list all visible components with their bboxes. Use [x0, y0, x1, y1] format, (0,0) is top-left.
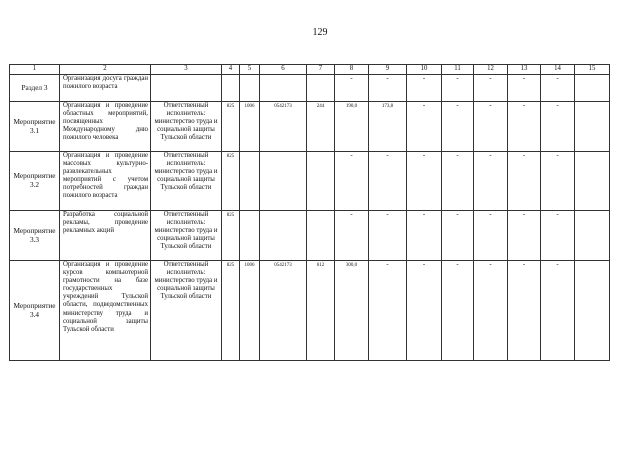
header-cell: 3 — [151, 65, 222, 75]
header-cell: 10 — [407, 65, 442, 75]
page-number: 129 — [312, 27, 328, 38]
code-csr: 0542173 — [260, 102, 307, 152]
code-vr — [307, 211, 335, 261]
value-col-8: 190,0 — [335, 102, 369, 152]
header-cell: 5 — [240, 65, 260, 75]
activity-name: Разработка социальной рекламы, проведение рекламных акций — [60, 211, 151, 261]
code-csr: 0542173 — [260, 261, 307, 361]
header-cell: 13 — [508, 65, 541, 75]
value-col-10: - — [407, 75, 442, 102]
header-cell: 9 — [369, 65, 407, 75]
code-rzpr — [240, 152, 260, 211]
activity-name: Организация досуга граждан пожилого возраста — [60, 75, 151, 102]
value-col-9: - — [369, 261, 407, 361]
header-cell: 14 — [541, 65, 575, 75]
header-row — [10, 65, 610, 75]
section-label: Раздел 3 — [10, 75, 60, 102]
value-col-10: - — [407, 152, 442, 211]
activity-name: Организация и проведение областных мероприятий, посвященных Международному дню пожилого человека — [60, 102, 151, 152]
value-col-15 — [575, 102, 610, 152]
value-col-11: - — [442, 102, 474, 152]
code-grbs: 825 — [222, 102, 240, 152]
header-cell: 7 — [307, 65, 335, 75]
value-col-12: - — [474, 152, 508, 211]
header-cell: 2 — [60, 65, 151, 75]
value-col-13: - — [508, 102, 541, 152]
value-col-13: - — [508, 211, 541, 261]
value-col-11: - — [442, 75, 474, 102]
program-table — [9, 64, 610, 361]
value-col-11: - — [442, 152, 474, 211]
value-col-13: - — [508, 75, 541, 102]
table-row-activity-3-3 — [10, 211, 610, 261]
code-grbs: 825 — [222, 211, 240, 261]
value-col-10: - — [407, 211, 442, 261]
code-csr — [260, 211, 307, 261]
value-col-13: - — [508, 152, 541, 211]
code-grbs: 825 — [222, 152, 240, 211]
table-row-activity-3-4 — [10, 261, 610, 361]
header-cell: 12 — [474, 65, 508, 75]
value-col-11: - — [442, 211, 474, 261]
section-label: Мероприятие 3.3 — [10, 211, 60, 261]
table-row-activity-3-2 — [10, 152, 610, 211]
code-rzpr — [240, 211, 260, 261]
value-col-13: - — [508, 261, 541, 361]
section-label: Мероприятие 3.1 — [10, 102, 60, 152]
value-col-8: - — [335, 152, 369, 211]
header-cell: 11 — [442, 65, 474, 75]
value-col-14: - — [541, 152, 575, 211]
value-col-15 — [575, 261, 610, 361]
code-csr — [260, 75, 307, 102]
section-label: Мероприятие 3.2 — [10, 152, 60, 211]
header-cell: 6 — [260, 65, 307, 75]
code-rzpr — [240, 75, 260, 102]
section-label: Мероприятие 3.4 — [10, 261, 60, 361]
value-col-9: - — [369, 75, 407, 102]
value-col-12: - — [474, 102, 508, 152]
code-vr: 244 — [307, 102, 335, 152]
code-vr — [307, 75, 335, 102]
header-cell: 15 — [575, 65, 610, 75]
value-col-14: - — [541, 261, 575, 361]
executor: Ответственный исполнитель: министерство труда и социальной защиты Тульской области — [151, 261, 222, 361]
table-row-activity-3-1 — [10, 102, 610, 152]
executor: Ответственный исполнитель: министерство труда и социальной защиты Тульской области — [151, 152, 222, 211]
code-grbs: 825 — [222, 261, 240, 361]
executor: Ответственный исполнитель: министерство труда и социальной защиты Тульской области — [151, 211, 222, 261]
value-col-9: - — [369, 152, 407, 211]
activity-name: Организация и проведение курсов компьютерной грамотности на базе государственных учреждений Тульской области, подведомственных министерству труда и социальной защиты Тульской области — [60, 261, 151, 361]
value-col-12: - — [474, 75, 508, 102]
value-col-9: 173,8 — [369, 102, 407, 152]
value-col-10: - — [407, 102, 442, 152]
value-col-15 — [575, 152, 610, 211]
value-col-9: - — [369, 211, 407, 261]
value-col-10: - — [407, 261, 442, 361]
code-grbs — [222, 75, 240, 102]
executor — [151, 75, 222, 102]
value-col-14: - — [541, 211, 575, 261]
executor: Ответственный исполнитель: министерство труда и социальной защиты Тульской области — [151, 102, 222, 152]
code-rzpr: 1006 — [240, 261, 260, 361]
value-col-12: - — [474, 211, 508, 261]
header-cell: 8 — [335, 65, 369, 75]
header-cell: 1 — [10, 65, 60, 75]
value-col-11: - — [442, 261, 474, 361]
value-col-12: - — [474, 261, 508, 361]
code-csr — [260, 152, 307, 211]
code-rzpr: 1006 — [240, 102, 260, 152]
table-row-section-3 — [10, 75, 610, 102]
value-col-15 — [575, 211, 610, 261]
code-vr — [307, 152, 335, 211]
value-col-15 — [575, 75, 610, 102]
header-cell: 4 — [222, 65, 240, 75]
value-col-8: 300,0 — [335, 261, 369, 361]
value-col-8: - — [335, 75, 369, 102]
code-vr: 612 — [307, 261, 335, 361]
activity-name: Организация и проведение массовых культурно-развлекательных мероприятий с учетом потребностей граждан пожилого возраста — [60, 152, 151, 211]
value-col-14: - — [541, 75, 575, 102]
value-col-14: - — [541, 102, 575, 152]
value-col-8: - — [335, 211, 369, 261]
